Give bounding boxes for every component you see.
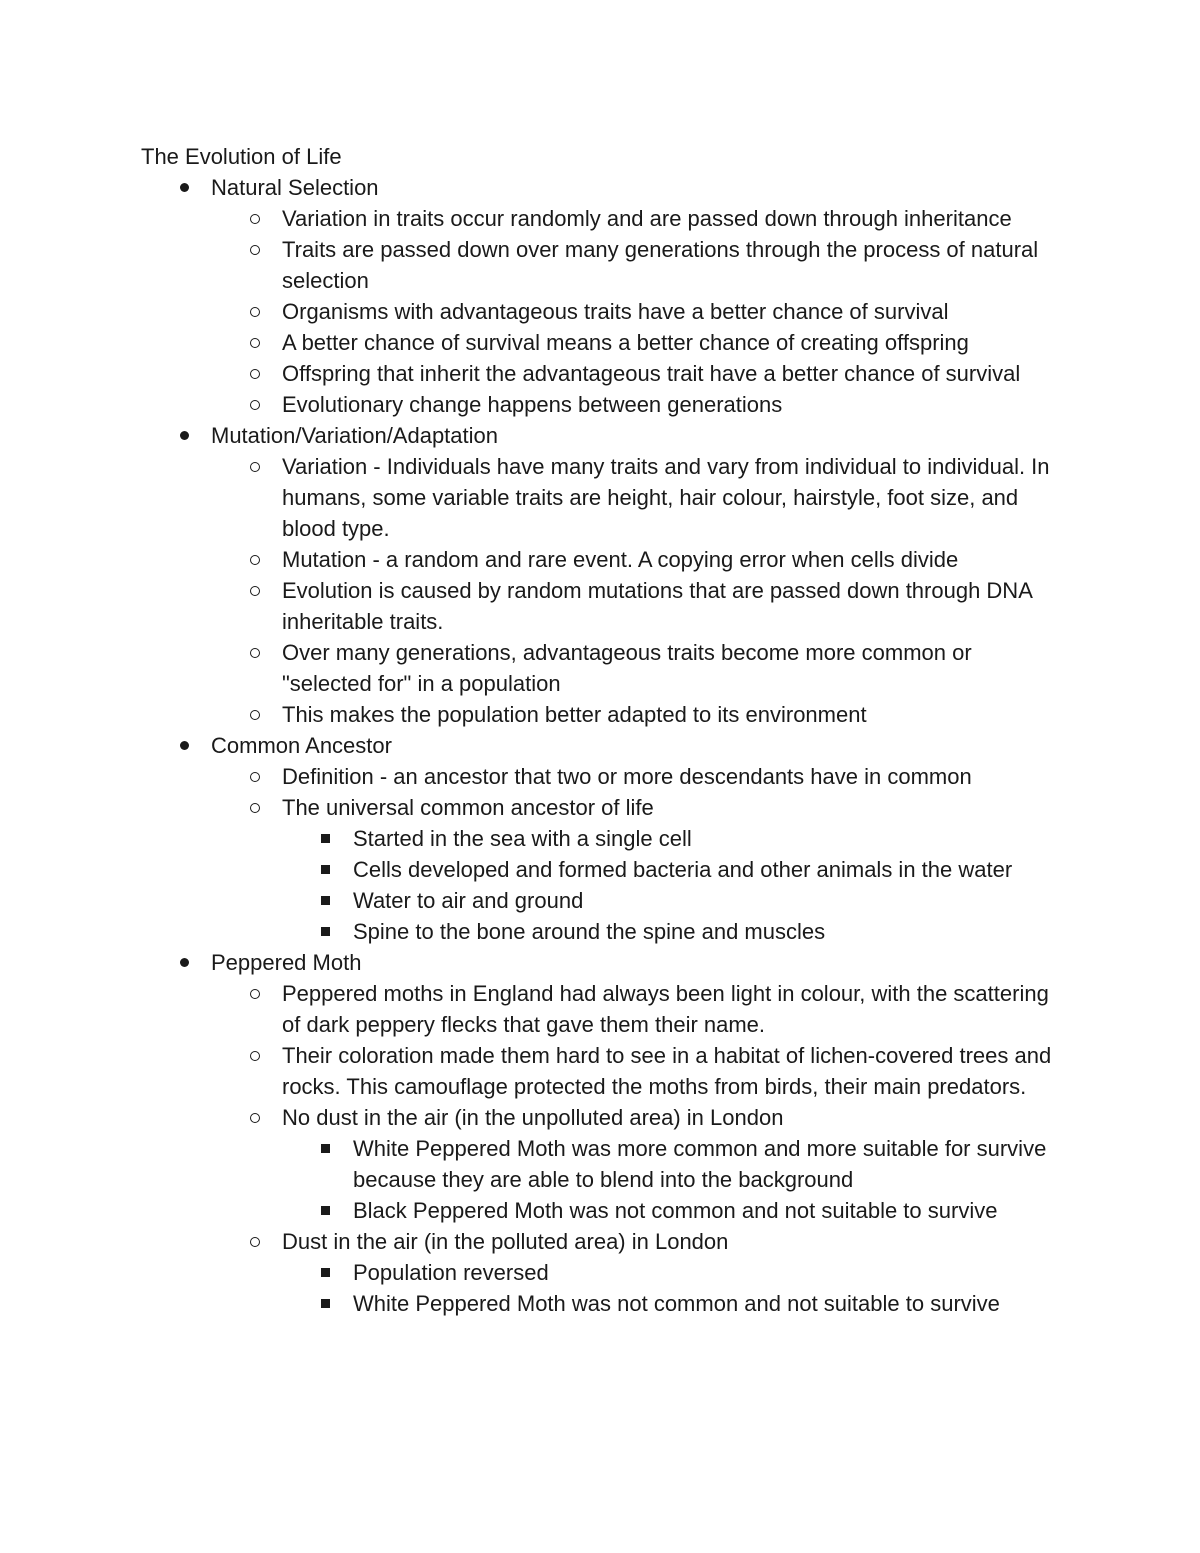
list-item-text: Spine to the bone around the spine and muscles xyxy=(353,919,826,944)
list-item-text: White Peppered Moth was more common and more suitable for survive because they are able to blend into the background xyxy=(353,1136,1047,1192)
list-item-text: Cells developed and formed bacteria and other animals in the water xyxy=(353,857,1013,882)
hollow-circle-bullet-icon xyxy=(247,1040,263,1071)
list-item-level-3 xyxy=(0,885,1073,916)
list-item-text: The universal common ancestor of life xyxy=(282,795,654,820)
list-item-level-2 xyxy=(0,358,1060,389)
list-item-level-1 xyxy=(0,172,1090,203)
hollow-circle-bullet-icon xyxy=(247,761,263,792)
list-item-text: Mutation - a random and rare event. A copying error when cells divide xyxy=(282,547,959,572)
list-item-level-2 xyxy=(0,203,1060,234)
list-item-text: Black Peppered Moth was not common and not suitable to survive xyxy=(353,1198,998,1223)
hollow-circle-bullet-icon xyxy=(247,792,263,823)
list-item-level-1 xyxy=(0,730,1090,761)
hollow-circle-bullet-icon xyxy=(247,296,263,327)
list-item-text: Water to air and ground xyxy=(353,888,584,913)
filled-circle-bullet-icon xyxy=(176,730,192,761)
list-item-text: Started in the sea with a single cell xyxy=(353,826,692,851)
square-bullet-icon xyxy=(317,885,333,916)
list-item-text: Offspring that inherit the advantageous trait have a better chance of survival xyxy=(282,361,1021,386)
hollow-circle-bullet-icon xyxy=(247,1102,263,1133)
bullet-list xyxy=(0,172,1200,1319)
list-item-level-2 xyxy=(0,389,1060,420)
list-item-level-3 xyxy=(0,1288,1073,1319)
list-item-level-2 xyxy=(0,978,1060,1040)
square-bullet-icon xyxy=(317,1288,333,1319)
hollow-circle-bullet-icon xyxy=(247,699,263,730)
hollow-circle-bullet-icon xyxy=(247,358,263,389)
filled-circle-bullet-icon xyxy=(176,420,192,451)
list-item-text: A better chance of survival means a better chance of creating offspring xyxy=(282,330,969,355)
list-item-level-2 xyxy=(0,699,1060,730)
list-item-text: Peppered Moth xyxy=(211,950,362,975)
list-item-level-2 xyxy=(0,1040,1060,1102)
list-item-level-2 xyxy=(0,792,1060,823)
list-item-text: Variation - Individuals have many traits and vary from individual to individual. In humans, some variable traits are height, hair colour, hairstyle, foot size, and blood type. xyxy=(282,454,1050,541)
list-item-level-2 xyxy=(0,544,1060,575)
list-item-text: Evolutionary change happens between generations xyxy=(282,392,783,417)
hollow-circle-bullet-icon xyxy=(247,575,263,606)
list-item-level-3 xyxy=(0,1133,1073,1195)
list-item-text: Over many generations, advantageous traits become more common or "selected for" in a population xyxy=(282,640,972,696)
hollow-circle-bullet-icon xyxy=(247,327,263,358)
square-bullet-icon xyxy=(317,823,333,854)
list-item-level-2 xyxy=(0,327,1060,358)
list-item-text: Common Ancestor xyxy=(211,733,392,758)
list-item-text: No dust in the air (in the unpolluted area) in London xyxy=(282,1105,784,1130)
hollow-circle-bullet-icon xyxy=(247,234,263,265)
list-item-level-3 xyxy=(0,1257,1073,1288)
list-item-level-3 xyxy=(0,1195,1073,1226)
hollow-circle-bullet-icon xyxy=(247,389,263,420)
square-bullet-icon xyxy=(317,1257,333,1288)
list-item-level-1 xyxy=(0,947,1090,978)
list-item-text: Their coloration made them hard to see in a habitat of lichen-covered trees and rocks. This camouflage protected the moths from birds, their main predators. xyxy=(282,1043,1052,1099)
square-bullet-icon xyxy=(317,1133,333,1164)
list-item-level-2 xyxy=(0,1226,1060,1257)
list-item-level-2 xyxy=(0,451,1060,544)
filled-circle-bullet-icon xyxy=(176,172,192,203)
list-item-text: This makes the population better adapted to its environment xyxy=(282,702,867,727)
list-item-text: Traits are passed down over many generations through the process of natural selection xyxy=(282,237,1039,293)
square-bullet-icon xyxy=(317,854,333,885)
list-item-level-2 xyxy=(0,761,1060,792)
list-item-text: Peppered moths in England had always been light in colour, with the scattering of dark peppery flecks that gave them their name. xyxy=(282,981,1049,1037)
filled-circle-bullet-icon xyxy=(176,947,192,978)
list-item-text: Natural Selection xyxy=(211,175,379,200)
list-item-level-3 xyxy=(0,823,1073,854)
list-item-level-2 xyxy=(0,575,1060,637)
hollow-circle-bullet-icon xyxy=(247,637,263,668)
list-item-level-2 xyxy=(0,296,1060,327)
list-item-level-1 xyxy=(0,420,1090,451)
list-item-text: Organisms with advantageous traits have a better chance of survival xyxy=(282,299,949,324)
list-item-level-2 xyxy=(0,637,1060,699)
list-item-text: Variation in traits occur randomly and are passed down through inheritance xyxy=(282,206,1012,231)
list-item-level-2 xyxy=(0,234,1060,296)
list-item-level-2 xyxy=(0,1102,1060,1133)
list-item-text: Dust in the air (in the polluted area) in London xyxy=(282,1229,729,1254)
list-item-text: Evolution is caused by random mutations that are passed down through DNA inheritable traits. xyxy=(282,578,1032,634)
hollow-circle-bullet-icon xyxy=(247,451,263,482)
list-item-text: White Peppered Moth was not common and not suitable to survive xyxy=(353,1291,1000,1316)
square-bullet-icon xyxy=(317,1195,333,1226)
square-bullet-icon xyxy=(317,916,333,947)
list-item-text: Population reversed xyxy=(353,1260,549,1285)
hollow-circle-bullet-icon xyxy=(247,203,263,234)
document-title: The Evolution of Life xyxy=(141,144,342,169)
list-item-level-3 xyxy=(0,916,1073,947)
hollow-circle-bullet-icon xyxy=(247,978,263,1009)
list-item-text: Definition - an ancestor that two or more descendants have in common xyxy=(282,764,972,789)
list-item-level-3 xyxy=(0,854,1073,885)
hollow-circle-bullet-icon xyxy=(247,544,263,575)
list-item-text: Mutation/Variation/Adaptation xyxy=(211,423,498,448)
hollow-circle-bullet-icon xyxy=(247,1226,263,1257)
